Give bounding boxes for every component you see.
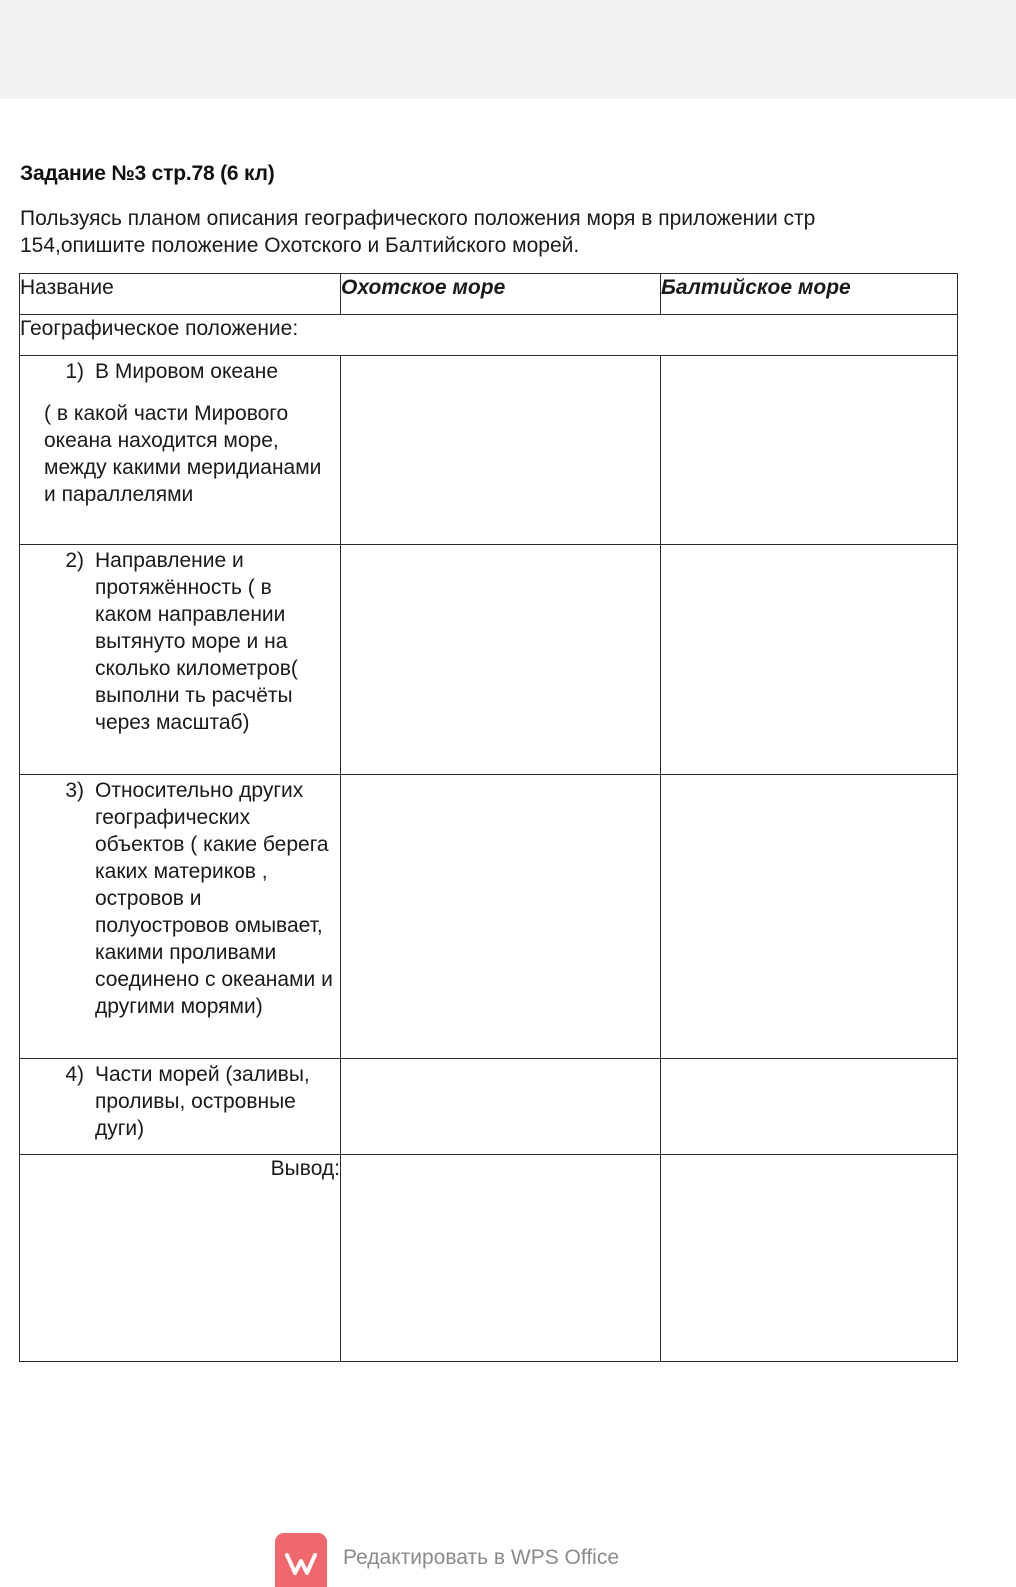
viewer-top-bar xyxy=(0,0,1016,99)
baltic-conclusion-cell[interactable] xyxy=(661,1155,958,1362)
criterion-cell xyxy=(20,1059,341,1155)
criterion-number: 2) xyxy=(65,549,84,572)
criterion-text: Относительно других географических объектов ( какие берега каких материков , островов и полуостровов омывает, какими проливами соединено с океанами и другими морями) xyxy=(95,779,333,1018)
criterion-cell xyxy=(20,356,341,545)
criterion-text: Направление и протяжённость ( в каком направлении вытянуто море и на сколько километров( выполни ть расчёты через масштаб) xyxy=(95,549,298,734)
criterion-subtext: ( в какой части Мирового океана находится море, между какими меридианами и параллелями xyxy=(44,402,322,506)
baltic-answer-cell[interactable] xyxy=(661,775,958,1059)
okhotsk-conclusion-cell[interactable] xyxy=(341,1155,661,1362)
edit-in-wps-button[interactable] xyxy=(275,1533,619,1587)
wps-logo-icon xyxy=(275,1533,327,1587)
conclusion-row xyxy=(20,1155,958,1362)
section-label-geo-position: Географическое положение: xyxy=(20,315,958,356)
okhotsk-answer-cell[interactable] xyxy=(341,545,661,775)
okhotsk-answer-cell[interactable] xyxy=(341,775,661,1059)
baltic-answer-cell[interactable] xyxy=(661,1059,958,1155)
sea-description-table xyxy=(19,273,958,1362)
criterion-text: Части морей (заливы, проливы, островные дуги) xyxy=(95,1063,310,1140)
criterion-cell xyxy=(20,545,341,775)
criterion-cell xyxy=(20,775,341,1059)
table-header-row xyxy=(20,274,958,315)
baltic-answer-cell[interactable] xyxy=(661,545,958,775)
task-title: Задание №3 стр.78 (6 кл) xyxy=(20,162,275,185)
criterion-number: 4) xyxy=(65,1063,84,1086)
header-okhotsk-sea-cell: Охотское море xyxy=(341,274,661,315)
criterion-text: В Мировом океане xyxy=(95,360,279,383)
task-instructions: Пользуясь планом описания географического положения моря в приложении стр 154,опишите положение Охотского и Балтийского морей. xyxy=(20,207,816,257)
baltic-answer-cell[interactable] xyxy=(661,356,958,545)
okhotsk-answer-cell[interactable] xyxy=(341,356,661,545)
criterion-number: 3) xyxy=(65,779,84,802)
table-row xyxy=(20,356,958,545)
okhotsk-answer-cell[interactable] xyxy=(341,1059,661,1155)
criterion-number: 1) xyxy=(65,360,84,383)
header-name-cell: Название xyxy=(20,274,341,315)
table-row xyxy=(20,775,958,1059)
table-row xyxy=(20,545,958,775)
edit-in-wps-label: Редактировать в WPS Office xyxy=(343,1546,620,1569)
section-row xyxy=(20,315,958,356)
table-row xyxy=(20,1059,958,1155)
header-baltic-sea-cell: Балтийское море xyxy=(661,274,958,315)
conclusion-label: Вывод: xyxy=(20,1155,341,1362)
